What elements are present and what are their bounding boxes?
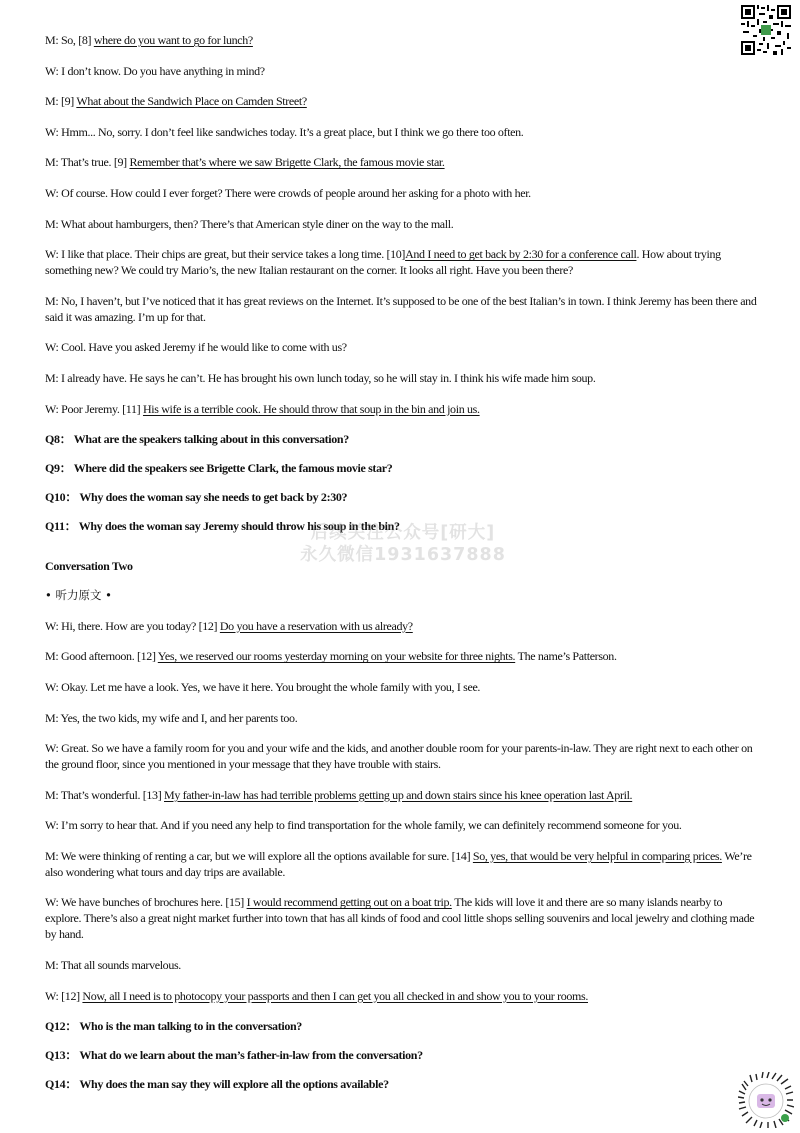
conv2-line-6: M: That’s wonderful. [13] My father-in-law has had terrible problems getting up and down stairs since his knee operation last April. xyxy=(45,787,633,802)
conv2-line-1: W: Hi, there. How are you today? [12] Do you have a reservation with us already? xyxy=(45,618,413,633)
question-q14: Q14： Why does the man say they will explore all the options available? xyxy=(45,1077,389,1092)
conv2-line-3: W: Okay. Let me have a look. Yes, we have it here. You brought the whole family with you, I see. xyxy=(45,679,481,694)
conv1-line-3: M: [9] What about the Sandwich Place on Camden Street? xyxy=(45,94,307,109)
section-subtitle: • 听力原文 • xyxy=(45,588,112,603)
conv2-line-10: M: That all sounds marvelous. xyxy=(45,958,181,973)
conv2-line-2: M: Good afternoon. [12] Yes, we reserved our rooms yesterday morning on your website for three nights. The name’s Patterson. xyxy=(45,649,617,664)
conv1-line-10: W: Cool. Have you asked Jeremy if he would like to come with us? xyxy=(45,340,347,355)
conv2-line-9: W: We have bunches of brochures here. [15] I would recommend getting out on a boat trip. The kids will love it and there are so many islands nearby to explore. There’s also a great night market further into town that has all kinds of food and cool little shops selling souvenirs and local jewelry and clothing made by hand. xyxy=(45,895,755,942)
conv2-line-11: W: [12] Now, all I need is to photocopy your passports and then I can get you all checked in and show you to your rooms. xyxy=(45,988,588,1003)
conv2-line-5: W: Great. So we have a family room for you and your wife and the kids, and another double room for your parents-in-law. They are right next to each other on the ground floor, since you mentioned in your message that they have trouble with stairs. xyxy=(45,741,753,772)
conv2-line-4: M: Yes, the two kids, my wife and I, and her parents too. xyxy=(45,710,298,725)
question-q11: Q11： Why does the woman say Jeremy should throw his soup in the bin? xyxy=(45,519,400,534)
section-title: Conversation Two xyxy=(45,559,133,574)
conv1-line-1: M: So, [8] where do you want to go for lunch? xyxy=(45,33,253,47)
corner-logo-icon xyxy=(738,1072,794,1128)
watermark-line-1: 后续关注公众号[研大] xyxy=(310,523,496,543)
conv1-line-11: M: I already have. He says he can’t. He has brought his own lunch today, so he will stay in. I think his wife made him soup. xyxy=(45,370,596,385)
question-q12: Q12： Who is the man talking to in the conversation? xyxy=(45,1019,302,1034)
conv1-line-6: W: Of course. How could I ever forget? There were crowds of people around her asking for a photo with her. xyxy=(45,185,531,200)
conv1-line-9: M: No, I haven’t, but I’ve noticed that it has great reviews on the Internet. It’s supposed to be one of the best Italian’s in town. I think Jeremy has been there and said it was amazing. I’m up for that. xyxy=(45,293,757,324)
conv1-line-8: W: I like that place. Their chips are great, but their service takes a long time. [10]And I need to get back by 2:30 for a conference call. How about trying something new? We could try Mario’s, the new Italian restaurant on the corner. It looks all right. Have you been there? xyxy=(45,247,721,278)
watermark-line-2: 永久微信1931637888 xyxy=(300,545,506,565)
question-q10: Q10： Why does the woman say she needs to get back by 2:30? xyxy=(45,490,348,505)
conv1-line-5: M: That’s true. [9] Remember that’s where we saw Brigette Clark, the famous movie star. xyxy=(45,155,445,170)
question-q9: Q9： Where did the speakers see Brigette Clark, the famous movie star? xyxy=(45,461,393,476)
conv1-line-4: W: Hmm... No, sorry. I don’t feel like sandwiches today. It’s a great place, but I think we go there too often. xyxy=(45,124,524,139)
question-q13: Q13： What do we learn about the man’s father-in-law from the conversation? xyxy=(45,1048,423,1063)
conv1-line-2: W: I don’t know. Do you have anything in mind? xyxy=(45,63,265,78)
conv2-line-7: W: I’m sorry to hear that. And if you need any help to find transportation for the whole family, we can definitely recommend someone for you. xyxy=(45,818,682,833)
conv1-line-12: W: Poor Jeremy. [11] His wife is a terrible cook. He should throw that soup in the bin and join us. xyxy=(45,401,480,416)
conv1-line-7: M: What about hamburgers, then? There’s that American style diner on the way to the mall. xyxy=(45,216,454,231)
conv2-line-8: M: We were thinking of renting a car, but we will explore all the options available for sure. [14] So, yes, that would be very helpful in comparing prices. We’re also wondering what tours and day trips are available. xyxy=(45,848,752,879)
question-q8: Q8： What are the speakers talking about in this conversation? xyxy=(45,432,349,447)
transcript-page xyxy=(45,32,757,1105)
